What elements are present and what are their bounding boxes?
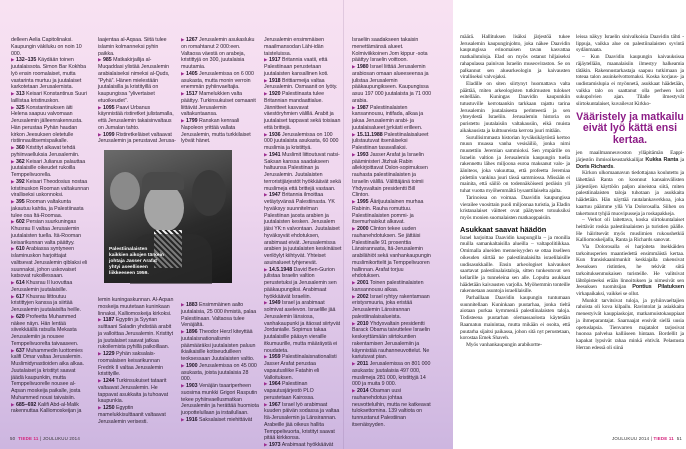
triangle-marker-icon: ▶ xyxy=(11,178,15,184)
article-paragraph: Eladille on siten siirtynyt huomattava valta päättää, miten arkeologisten tutkimusten tulokset esitellään. Kuningas Daavidin kaupunkiin tutustuville kerrotaankin tarkkaan rajattu tarina Jerusalemin juutalaisesta perinteestä ja sen yhteydestä Israeliin. Jerusalemin historia on puristettu juutalaisiin valtakausiin, eikä muista aikakausista ja kulttuureista kerrota juuri mitään. xyxy=(460,80,570,134)
triangle-marker-icon: ▶ xyxy=(264,401,268,407)
triangle-marker-icon: ▶ xyxy=(352,131,356,137)
timeline-year: 1099 xyxy=(102,131,115,138)
timeline-text: Muslimit liittoutuvat natsi-Saksan kanssa saadakseen haltuunsa Palestiinan ja Jerusalemin. Juutalaisten terroristijärjestöt hyökkäävät sekä muslimeja että brittejä vastaan. xyxy=(264,151,341,192)
timeline-year: 1967 xyxy=(268,401,281,408)
timeline-entry xyxy=(11,105,89,146)
triangle-marker-icon: ▶ xyxy=(11,401,15,407)
timeline-year: 1980 xyxy=(356,64,369,70)
timeline-year: 1244 xyxy=(102,378,115,384)
timeline-text: David Ben-Gurion julistaa Israelin valtion perustetuksi ja Jerusalemin sen pääkaupungiksi. Arabimaat hyökkäävät Israeliin. xyxy=(264,266,337,300)
timeline-text: Britannia vaatii, että Palestiinaan perustetaan juutalaisten kansallinen koti. xyxy=(264,57,329,77)
magazine-name: TIEDE 11 xyxy=(18,436,39,441)
timeline-year: 2001 xyxy=(356,280,369,286)
timeline-entry xyxy=(11,280,89,294)
timeline-entry xyxy=(98,405,176,425)
triangle-marker-icon: ▶ xyxy=(264,77,268,83)
triangle-marker-icon: ▶ xyxy=(264,381,268,387)
timeline-text: Khusrau liittoutuu kristittyjen kanssa ja siirtää Jerusalemin juutalaisilta heille. xyxy=(11,293,81,313)
triangle-marker-icon: ▶ xyxy=(181,118,185,123)
timeline-text: Arabimaat hyökkäävät xyxy=(281,442,334,448)
photo-caption: Palestiinalaisten kaikkien aikojen tärkein johtaja Jasser Arafat yhtyi aseelliseen liikkeeseen 1959. xyxy=(109,247,164,276)
timeline-column-5 xyxy=(352,37,432,428)
timeline-entry xyxy=(181,329,259,363)
triangle-marker-icon: ▶ xyxy=(181,91,185,96)
timeline-text: Pyhän saksalais-roomalaisen keisarikunnan Fredrik II valtaa Jerusalemin kristityille. xyxy=(98,351,164,378)
person-name: Pontius Pilatuksen xyxy=(632,284,684,291)
article-paragraph: Tarinoissa on voimaa. Daavidin kaupungissa vierailee vuosittain puoli miljoonaa turistia, ja Eladin kristanalaiset väitteet ovat päätyneet totuuksiksi myös monien suomalaisten matkaoppaisiin. xyxy=(460,194,570,221)
timeline-column-2-top xyxy=(98,37,176,145)
timeline-year: 614 xyxy=(15,280,25,286)
triangle-marker-icon: ▶ xyxy=(98,131,102,137)
timeline-entry xyxy=(264,442,342,449)
timeline-year: 2014 xyxy=(356,388,369,394)
timeline-entry xyxy=(264,300,342,354)
timeline-text: Käydään toinen juutalaissota. Simon Bar Kokhba lyö ensin roomalaiset, mutta vastarinta murtuu ja juutalaiset karkotetaan Jerusalemista. xyxy=(11,57,87,91)
triangle-marker-icon: ▶ xyxy=(352,104,356,110)
timeline-entry xyxy=(11,145,89,159)
timeline-text: Obaman uusi rauhanehdotus johtaa neuvotteluihin, mutta ne katkeavat tuloksettomina. 139 valtiota on tunnustanut Palestiinan itsenäisyyden. xyxy=(352,388,431,428)
timeline-entry xyxy=(98,351,176,378)
timeline-year: 1405 xyxy=(185,70,198,77)
timeline-entry xyxy=(264,267,342,301)
timeline-entry xyxy=(11,91,89,105)
footer-right: JOULUKUU 2014 | TIEDE 11 51 xyxy=(612,436,682,441)
photo-figure-right xyxy=(192,170,226,216)
timeline-year: 620 xyxy=(15,313,25,320)
article-paragraph: – Verkot oli laitettava, koska siirtokuntalaiset heittävät roskia palestiinalaisten ja turistien päälle. He häiritsevät myös muslimien rukoushetkiä Kalliomoskeijalla, Ranta ja Richards sanovat. xyxy=(576,217,684,244)
timeline-text: Jerusalemin asukasluku on romahtanut 2 000:een. Valtaosa väestä on arabeja, kristittyjä on 300, juutalaisia muutamia. xyxy=(181,37,255,70)
timeline-year: 1995 xyxy=(356,199,369,205)
timeline-text: Theodor Herzl kiteyttää juutalaisnationalismin päämääräksi juutalaisten paluun ikiaikaisille kotiseuduilleen teoksessaan Juutalaisten valtio. xyxy=(181,329,256,362)
timeline-entry xyxy=(11,348,89,402)
timeline-entry xyxy=(352,64,432,105)
timeline-entry xyxy=(264,57,342,77)
triangle-marker-icon: ▶ xyxy=(352,151,356,157)
triangle-marker-icon: ▶ xyxy=(11,57,15,63)
timeline-year: 395 xyxy=(15,199,25,205)
article-paragraph: Kirkon ulkomaanavun tiedottajana koulutettu ja lähettänä Ranta on koonnut kansainvälisten järjestöjen käyttöön paljon aineistoa siitä, miten palestiinalaisten taloja tuhotaan ja asukkaita häädetään. Hän näyttää rautalankaverkkoa, joka kaartuu päämme yllä Via Dolorosalla. Siihen on takertunut tyhjiä muovipusseja ja roskapakkeja. xyxy=(576,170,684,217)
timeline-column-3-bottom xyxy=(181,302,259,422)
timeline-text: Ristiretkeläiset valtaavat Jerusalemin ja perustavat Jerusa- xyxy=(98,131,176,145)
timeline-text: Rooman valtakunta jakautuu kahtia, ja Palestiinasta tulee osa Itä-Roomaa. xyxy=(11,199,84,219)
timeline-entry xyxy=(264,78,342,92)
timeline-entry xyxy=(98,57,176,104)
triangle-marker-icon: ▶ xyxy=(98,104,102,110)
timeline-entry xyxy=(98,378,176,405)
timeline-text: Jasser Arafat ja Israelin pääministeri Jitzhak Rabin allekirjoittavat Oslon-sopimuksen rauhasta palestiinalaisten ja Israelin välillä. Välittäjänä toimii Yhdysvaltain presidentti Bill Clinton. xyxy=(352,151,428,199)
triangle-marker-icon: ▶ xyxy=(98,57,102,63)
article-paragraph: jen maailmanneuvoston ylläpitämän Eappi-järjestön ihmisoikeustarkkailijat Kukka Ranta ja Doris Richards. xyxy=(576,150,684,170)
timeline-text: Ensimmäinen aalto juutalaisia, 25 000 ihmistä, palaa Palestiinaan. Valtaosa tulee Venäjältä. xyxy=(181,302,257,329)
timeline-text: laajentaa al-Aqsaa. Siitä tulee islamin kolmanneksi pyhin paikka. xyxy=(98,37,167,57)
timeline-entry xyxy=(264,354,342,381)
timeline-year: 1267 xyxy=(185,37,198,43)
timeline-year: 1916 xyxy=(185,416,198,423)
triangle-marker-icon: ▶ xyxy=(181,416,185,422)
timeline-year: 1959 xyxy=(268,354,281,361)
timeline-text: delleen Aelia Capitolinaksi. Kaupungin väkiluku on noin 10 000. xyxy=(11,37,82,57)
timeline-text: Arabiassa syntyneen islaminuskon harjoittajat valitsevat Jerusalemin qiblaksi eli suunnaksi, johon uskovaiset katsovat rukoillessaan. xyxy=(11,246,88,280)
triangle-marker-icon: ▶ xyxy=(11,293,15,299)
timeline-year: 1229 xyxy=(102,351,115,357)
timeline-text: Clinton tekee uuden rauhanehdotuksen. Se jättäisi Palestiinalle 91 prosenttia Länsirannasta, Itä-Jerusalemin arabilähiöt sekä vanhankaupungin muslimikorttelit ja Temppelivuoren hallinnan. Arafat torjuu ehdotuksen. xyxy=(352,226,431,280)
page-number: 50 xyxy=(10,436,16,441)
timeline-year: 1900 xyxy=(185,362,198,369)
timeline-entry xyxy=(11,199,89,219)
page-gutter xyxy=(343,0,344,449)
timeline-entry xyxy=(264,381,342,401)
timeline-text: Venäjän tsaariperheen suosima munkki Grigori Rasputin tekee pyhiinvaellusmatkan Jerusalemiin ja herättää huomiota juopottelullaan ja irstailullaan. xyxy=(181,383,259,416)
timeline-entry xyxy=(264,192,342,266)
timeline-year: 1517 xyxy=(185,91,198,97)
timeline-text: Profeetta Muhammed näkee näyn. Hän lentää siivekkäällä ratsulla Mekasta Jerusalemiin ja nousee Temppelivuorelta taivaaseen. xyxy=(11,313,79,347)
timeline-entry xyxy=(11,314,89,348)
triangle-marker-icon: ▶ xyxy=(264,91,268,96)
timeline-entry xyxy=(11,219,89,246)
timeline-entry xyxy=(352,37,432,64)
timeline-entry xyxy=(181,383,259,417)
triangle-marker-icon: ▶ xyxy=(264,57,268,63)
timeline-text: Khusrau II luovuttaa Jerusalemin juutalaisille. xyxy=(11,280,73,293)
timeline-entry xyxy=(352,361,432,388)
triangle-marker-icon: ▶ xyxy=(352,361,356,366)
timeline-year: 685–692 xyxy=(15,401,37,408)
timeline-text: Israeliin saadakseen takaisin menettämänsä alueet. Kolmiviikkoinen Jom kippur -sota päättyy Israelin voittoon. xyxy=(352,37,428,64)
triangle-marker-icon: ▶ xyxy=(181,37,185,42)
timeline-year: 1920 xyxy=(268,91,281,97)
timeline-year: 1883 xyxy=(185,302,198,308)
timeline-text: Muhammedin luottomies kalifi Omar valtaa Jerusalemin. Muslimidynastioiden aika alkaa. Juutalaiset ja kristityt saavat jäädä kaupunkiin, mutta Temppelivuorelle nousee al-Aqsan moskeija paikalle, josta Muhammed nousi taivaisiin. xyxy=(11,347,84,401)
timeline-year: 610 xyxy=(15,246,25,253)
timeline-column-2-bottom xyxy=(98,297,176,425)
timeline-text: Mamelukkien valta päättyy. Turkinsukuiset osmaanit liittävät Jerusalemin valtakuntaansa. xyxy=(181,91,256,118)
triangle-marker-icon: ▶ xyxy=(98,351,102,356)
issue-date: JOULUKUU 2014 xyxy=(612,436,650,441)
timeline-text: Keisari Theodosius nostaa kristinuskon Rooman valtakunnan viralliseksi uskonnoksi. xyxy=(11,178,89,199)
timeline-column-4 xyxy=(264,37,342,448)
triangle-marker-icon: ▶ xyxy=(98,405,102,410)
timeline-text: Ranskan kenraali Napoleon yrittää vallata Jerusalemin, mutta turkkilaiset lyövät hänet. xyxy=(181,118,251,145)
timeline-entry xyxy=(181,91,259,118)
timeline-year: 602 xyxy=(15,219,25,226)
triangle-marker-icon: ▶ xyxy=(11,199,15,204)
triangle-marker-icon: ▶ xyxy=(264,192,268,198)
timeline-year: 325 xyxy=(15,104,25,111)
article-paragraph: Surullisimmasta historian hyväksikäytöstä kertoo muun muassa vanha vesisäiliö, jonka nimi muutettiin Jeremian sammioksi. Sen ympärille on Israelin valtion ja Jerusalemin kaupungin tuella rakennettu lähes miljoona euroa maksanut valo- ja ääniteos, joka vakuuttaa, että profeetta Jeremiaa pidettiin vankina juuri tässä sammiossa. Missään ei mainita, että säiliö on todennäköisesti peräisin yli tuhat vuotta myöhemmältä bysanttilaiselta ajalta. xyxy=(460,134,570,195)
timeline-text: Turkinsukuiset tataarit valtaavat Jerusalemin. He tappavat asukkaita ja tuhoavat kaupunkia. xyxy=(98,378,169,405)
article-column-a xyxy=(460,34,570,349)
timeline-entry xyxy=(352,226,432,280)
timeline-text: Egyptin ja Syyrian sulttaani Saladin yhdistää arabit ja valloittaa Jerusalemin. Kristityt ja juutalaiset saavat jatkaa rukoilemista pyhillä paikoillaan. xyxy=(98,317,174,351)
timeline-year: 360 xyxy=(15,145,25,151)
triangle-marker-icon: ▶ xyxy=(11,313,15,319)
timeline-year: 1947 xyxy=(268,192,281,199)
triangle-marker-icon: ▶ xyxy=(264,151,268,157)
article-paragraph xyxy=(576,244,684,298)
timeline-text: Israel ryhtyy rakentamaan eristysmuuria, joka eristää Jerusalemin Länsirannan palestiinalaisalueista. xyxy=(352,293,430,320)
triangle-marker-icon: ▶ xyxy=(352,320,356,326)
timeline-text: Palestiinasta tulee Britannian mandaattialue. Jännitteet kasvavat väestöryhmien välillä. Arabit ja juutalaiset tappavat sekä toisiaan että brittejä. xyxy=(264,91,341,131)
timeline-entry xyxy=(352,105,432,132)
timeline-text: Israel liittää Jerusalemin arabiosan omaan alueeseensa ja julistaa Jerusalemin pääkaupungikseen. Kaupungissa asuu 197 000 juutalaista ja 71 000 arabia. xyxy=(352,64,431,104)
timeline-text: Jerusalemissa on 100 000 juutalaista asukasta, 60 000 muslimia ja kristittyä. xyxy=(264,131,339,151)
timeline-text: Palestiinalaisalueet julistautuvat itsenäiseksi Palestiinan tasavallaksi. xyxy=(352,131,429,151)
triangle-marker-icon: ▶ xyxy=(98,317,102,323)
magazine-name: TIEDE 11 xyxy=(653,436,674,441)
timeline-entry xyxy=(11,159,89,179)
article-paragraph: – Kun Daavidin kaupungin kaivauksissa räjäytellään, maanalaisiin ilmestyy halkeamia tätäkin. Rakennustarkastaja saapuu tutkimaan ja toteaa talon asuinkelvottomaksi. Koska korjaus- ja uudistamislupia ei myönnetä, asukkaat häädetään, vaikka talo on saattanut olla perheen koti sukupolvien ajan. Tilalle ilmestyvät siirtokuntalaiset, kuvailevat Kirkko- xyxy=(576,54,684,108)
timeline-text: Palestiinan vapautusjärjestö PLO perustetaan Kairossa. xyxy=(264,381,315,401)
timeline-text: Israel ja arabimaat solmivat aselevon. Israelille jää Jerusalemin länsiosa, vanhakaupunki ja itäosat siirtyvät Jordanialle. Sopimus takaa juutalaisille pääsyn vieraille itkumuurille, mutta määräystä ei noudateta. xyxy=(264,300,341,354)
triangle-marker-icon: ▶ xyxy=(264,131,268,137)
paragraph-text: virkapaikaksi, vaikkei se ollut. xyxy=(576,291,640,297)
timeline-year: 1941 xyxy=(268,151,281,158)
timeline-text: Toinen palestiinalaisten kansannousu alkaa. xyxy=(352,280,424,293)
timeline-text: Kalifi Abd-al-Malik rakennuttaa Kalliomoskeijan ja xyxy=(11,401,82,415)
timeline-entry xyxy=(181,417,259,424)
timeline-year: 1936 xyxy=(268,131,281,138)
triangle-marker-icon: ▶ xyxy=(264,354,268,360)
timeline-entry xyxy=(181,302,259,329)
triangle-marker-icon: ▶ xyxy=(181,70,185,76)
triangle-marker-icon: ▶ xyxy=(181,329,185,334)
timeline-year: 1987 xyxy=(356,104,369,111)
timeline-text: Jerusalemissa on 801 000 asukasta: juutalaisia 497 000, muslimeja 281 000, kristittyjä 14 000 ja muita 9 000. xyxy=(352,361,431,388)
page-number: 51 xyxy=(676,436,682,441)
timeline-year: 362 xyxy=(15,158,25,165)
triangle-marker-icon: ▶ xyxy=(11,246,15,252)
timeline-text: Saksalaiset miehittävät xyxy=(199,416,253,423)
timeline-entry xyxy=(11,246,89,280)
timeline-text: Israel lyö arabimaat kuuden päivän sodassa ja valtaa Itä-Jerusalemin ja Länsirannan. Arabeille jää oikeus hallita Temppelivuorta, kristityt saavat pitää kirkkonsa. xyxy=(264,401,340,442)
timeline-text: lemin kuningaskunnan. Al-Aqsan moskeija muutetaan kuninkaan linnaksi, Kalliomoskeija kirkoksi. xyxy=(98,297,174,317)
timeline-text: Äärijuutalainen murhaa Rabinin. Rauha romuttuu. Palestiinalaisten pommi- ja itsemurhaiskut alkavat. xyxy=(352,199,424,226)
timeline-entry xyxy=(98,317,176,351)
timeline-year: 1095 xyxy=(102,104,115,111)
timeline-entry xyxy=(352,152,432,199)
timeline-year: 15.11.1988 xyxy=(356,131,383,138)
timeline-year: 1993 xyxy=(356,151,369,158)
person-name: Kukka Ranta xyxy=(645,156,679,163)
timeline-entry xyxy=(352,388,432,429)
triangle-marker-icon: ▶ xyxy=(352,388,356,393)
timeline-entry xyxy=(181,118,259,145)
timeline-text: Jerusalemissa on 45 000 asukasta, joista juutalaisia 28 000. xyxy=(181,362,257,383)
timeline-year: 1896 xyxy=(185,329,198,335)
triangle-marker-icon: ▶ xyxy=(98,378,102,383)
timeline-text: Egyptin mamelukkisulttaanit valtaavat Jerusalemin verisesti. xyxy=(98,405,166,425)
paragraph-text: ja xyxy=(680,156,684,163)
timeline-entry xyxy=(181,37,259,71)
triangle-marker-icon: ▶ xyxy=(264,266,268,272)
timeline-text: Jerusalemin ensimmäisen maailmansodan Lähi-idän taisteluissa. xyxy=(264,37,325,57)
timeline-entry xyxy=(264,132,342,152)
timeline-entry xyxy=(11,179,89,199)
timeline-year: 1918 xyxy=(268,77,281,84)
photo-figure-center xyxy=(144,184,184,232)
triangle-marker-icon: ▶ xyxy=(181,362,185,368)
timeline-text: Jerusalemissa on 6 000 asukasta, mutta monin verroin enemmän pyhiinvaeltajia. xyxy=(181,70,254,91)
timeline-text: Konstantinuksen äiti Helena saapuu valvomaan Jerusalemin jälleenrakennusta. Hän perustaa Pyhän haudan kirkon Jeesuksen oletetulle ristiinnaulitsemispaikalle. xyxy=(11,104,83,145)
timeline-entry xyxy=(264,91,342,132)
person-name: Doris Richards xyxy=(576,163,614,170)
timeline-year: 1973 xyxy=(268,442,281,448)
photo-cap-hat xyxy=(142,172,184,190)
timeline-entry xyxy=(264,402,342,443)
timeline-year: 617 xyxy=(15,293,25,300)
pull-quote: Vääristely ja matkailu eivät lyö kättä ensi kertaa. xyxy=(576,110,684,146)
timeline-entry xyxy=(11,294,89,314)
timeline-year: 132–135 xyxy=(15,57,37,64)
timeline-year: 14.5.1948 xyxy=(268,266,293,273)
timeline-text: Keisari Julianus palauttaa juutalaisille oikeudet rukoilla Temppelivuorella. xyxy=(11,158,86,178)
timeline-year: 1250 xyxy=(102,405,115,411)
timeline-entry xyxy=(98,105,176,132)
timeline-year: 1903 xyxy=(185,383,198,389)
triangle-marker-icon: ▶ xyxy=(352,199,356,204)
timeline-entry xyxy=(98,132,176,146)
triangle-marker-icon: ▶ xyxy=(352,280,356,285)
triangle-marker-icon: ▶ xyxy=(11,280,15,285)
timeline-entry xyxy=(352,280,432,294)
timeline-text: Palestiinalaisnationalisti Jasser Arafat perustaa vapautusliike Fatahin eli Valloituksen. xyxy=(264,354,337,381)
timeline-entry xyxy=(352,132,432,152)
timeline-entry xyxy=(181,71,259,91)
timeline-text: Keisari Konstantinus Suuri laillistaa kristinuskon. xyxy=(11,91,87,104)
article-paragraph: Parhaillaan Daavidin kaupungin tuntumaan suunnitellaan Kuninkaan puutarhaa, jonka tieltä aiotaan purkaa kymmeniä palestiinalaisten taloja. Todisteena puutarhan olemassaolosta käytetään Raamatun mainintaa, mutta mikään ei osoita, että puutarha sijaitsi paikassa, johon sitä nyt perustetaan, korostaa Emek Shaveh. xyxy=(460,295,570,342)
timeline-text: Paavi Urbanus käynnistää ristiretket julistamalla, että Jerusalemin takaisinvaltaus on Jumalan tahto. xyxy=(98,104,174,131)
timeline-year: 2010 xyxy=(356,320,369,327)
timeline-year: 2011 xyxy=(356,361,369,367)
triangle-marker-icon: ▶ xyxy=(11,104,15,110)
timeline-year: 1949 xyxy=(268,300,281,307)
timeline-text: Kristityt alkavat tehdä pyhiinvaelluksia Jerusalemiin. xyxy=(11,145,80,158)
timeline-entry xyxy=(264,37,342,57)
paragraph-text: jen maailmanneuvoston ylläpitämän Eappi-järjestön ihmisoikeustarkkailijat xyxy=(576,150,684,163)
timeline-year: 392 xyxy=(15,178,25,185)
triangle-marker-icon: ▶ xyxy=(11,158,15,164)
issue-date: JOULUKUU 2014 xyxy=(42,436,80,441)
timeline-entry xyxy=(11,402,89,416)
timeline-text: Palestiinalaisten kansannousu, intifada, alkaa ja jakaa Jerusalemin arabi- ja juutalaisalueet jyrkästi erilleen. xyxy=(352,104,424,131)
timeline-text: Persian suurkuningas Khusrau II valtaa Jerusalemin juutalaisten tuella. Itä-Rooman keisarikunnan valta päättyy. xyxy=(11,219,81,246)
arafat-photo xyxy=(104,150,232,283)
article-paragraph: Israel harjoittaa Daavidin kaupungilla – ja monilla muilla samankaltaisilla alueilla – valtapolitiikkaa. Omimalla alueiden menneisyyden se ottaa itselleen oikeuden siirtää ne palestiinalaisilta israelilaisille uudisasukkaille. Ensin arkeologiset kaivaukset saartavat palestiinalaistaloja, sitten tunkeutuvat sen kellarille ja tunneleina sen alle. Lopulta asukkaat häädetään kaivausten varjolla. Myöhemmin tonteille rakennetaan asuntoja israelilaisille. xyxy=(460,234,570,295)
triangle-marker-icon: ▶ xyxy=(181,302,185,307)
timeline-text: Brittiarmeija valtaa Jerusalemin. Osmaanit on lyöty. xyxy=(264,77,338,91)
timeline-entry xyxy=(264,152,342,193)
timeline-entry xyxy=(98,297,176,317)
timeline-year: 1799 xyxy=(185,118,198,124)
paragraph-text: Via Dolorosalla ei harjoiteta itsekkäiden tarkoitusperien maantiedettä ensimmäistä kertaa. Kun fransiskaanimunkit keskiajalla rakensivat Jeesuksen ristintien, he tekivät siitä tarkoituksenmukaisen turisteille. He valitsivat lähtöpisteeksi erään linnoituksen ja nimesivät sen Jeesuksen tuomitsijan xyxy=(576,244,684,291)
triangle-marker-icon: ▶ xyxy=(11,91,15,96)
triangle-marker-icon: ▶ xyxy=(264,442,268,447)
timeline-column-1 xyxy=(11,37,89,425)
timeline-entry xyxy=(352,294,432,321)
footer-left: 50 TIEDE 11 | JOULUKUU 2014 xyxy=(10,436,80,441)
timeline-year: 637 xyxy=(15,347,25,354)
triangle-marker-icon: ▶ xyxy=(352,226,356,231)
timeline-year: 1917 xyxy=(268,57,281,64)
timeline-entry xyxy=(11,37,89,57)
triangle-marker-icon: ▶ xyxy=(352,293,356,299)
triangle-marker-icon: ▶ xyxy=(264,300,268,306)
timeline-year: 1964 xyxy=(268,381,281,388)
photo-figure-left xyxy=(110,172,140,210)
timeline-year: 985 xyxy=(102,57,112,64)
timeline-column-3-top xyxy=(181,37,259,145)
article-paragraph: määrä. Hallituksen lisäksi järjestöä tukee Jerusalemin kaupunginjohto, joka näkee Daavidin kaupungissa erinomaisen tavan kasvattaa matkailutuloja. Elad on myös ostanut hiljaiseksi rahapulassa painivan Israelin museoviraston. Se on palkannut sen aluearkeologin ja kaivausten viralliseksi valvojaksi. xyxy=(460,34,570,81)
timeline-year: 1187 xyxy=(102,317,115,324)
article-paragraph: Munkit tarvitsivat tuloja, ja pyhiinvaeltajien rahoista oli kova kilpailu. Ravintolat ja asiakkaita menestyivät kauppiaskojat, matkamuistokauppiaat ja ihmeparantajat. Saarnaajat ensivät siellä uusia opetuslapsia. Tienvarren majatalot tarjosivat huonoa palvelua kalliiseen hintaan. Bordellit ja kapakat lypsivät rahaa minkä ehtivät. Pelastusta Herran edessä oli siinä xyxy=(576,297,684,351)
timeline-text: Matkakirjailija al-Muqaddasi ylistää Jerusalemin arabialaiseksi nimeksi al-Quds, ”Pyhä”. Hänen mielestään juutalaisilla ja kristityillä on kaupungissa ”ylivertaiset etuoikeudet”. xyxy=(98,57,170,104)
triangle-marker-icon: ▶ xyxy=(352,64,356,69)
timeline-year: 2002 xyxy=(356,293,369,300)
timeline-text: Yhdysvaltain presidentti Barack Obama taivuttelee Israelin keskeyttämään siirtokuntien rakentamisen Jerusalemiin ja käynnistää rauhanneuvottelut. Ne kariutuvat pian. xyxy=(352,320,430,361)
timeline-year: 313 xyxy=(15,91,25,97)
triangle-marker-icon: ▶ xyxy=(11,145,15,150)
timeline-text: Britannia ilmoittaa vetäytyvänsä Palestiinasta. YK hyväksyy suunnitelman Palestiinan jaosta arabien ja juutalaisten kesken. Jerusalem jäisi YK:n valvontaan. Juutalaiset hyväksyvät ehdotuksen, arabimaat eivät. Jerusalemissa arabien ja juutalaisten keskinäiset verilöylyt kiihtyvät. Yhteiset asuinalueet tyhjenevät. xyxy=(264,192,342,266)
timeline-year: 2000 xyxy=(356,226,369,232)
article-column-b xyxy=(576,34,684,351)
article-paragraph: Myös vanhankaupungin arabikortte- xyxy=(466,341,542,348)
triangle-marker-icon: ▶ xyxy=(181,383,185,388)
timeline-entry xyxy=(352,199,432,226)
article-paragraph: leissa näkyy Israelin sinivalkoisia Daavidin tähti -lippuja, vaikka alue on palestiinalaisten syvintä sydänmaata. xyxy=(576,34,684,54)
triangle-marker-icon: ▶ xyxy=(11,219,15,225)
timeline-entry xyxy=(11,57,89,91)
section-heading: Asukkaat saavat häädön xyxy=(460,224,547,234)
timeline-entry xyxy=(98,37,176,57)
timeline-entry xyxy=(181,363,259,383)
timeline-entry xyxy=(352,321,432,362)
triangle-marker-icon: ▶ xyxy=(11,347,15,353)
